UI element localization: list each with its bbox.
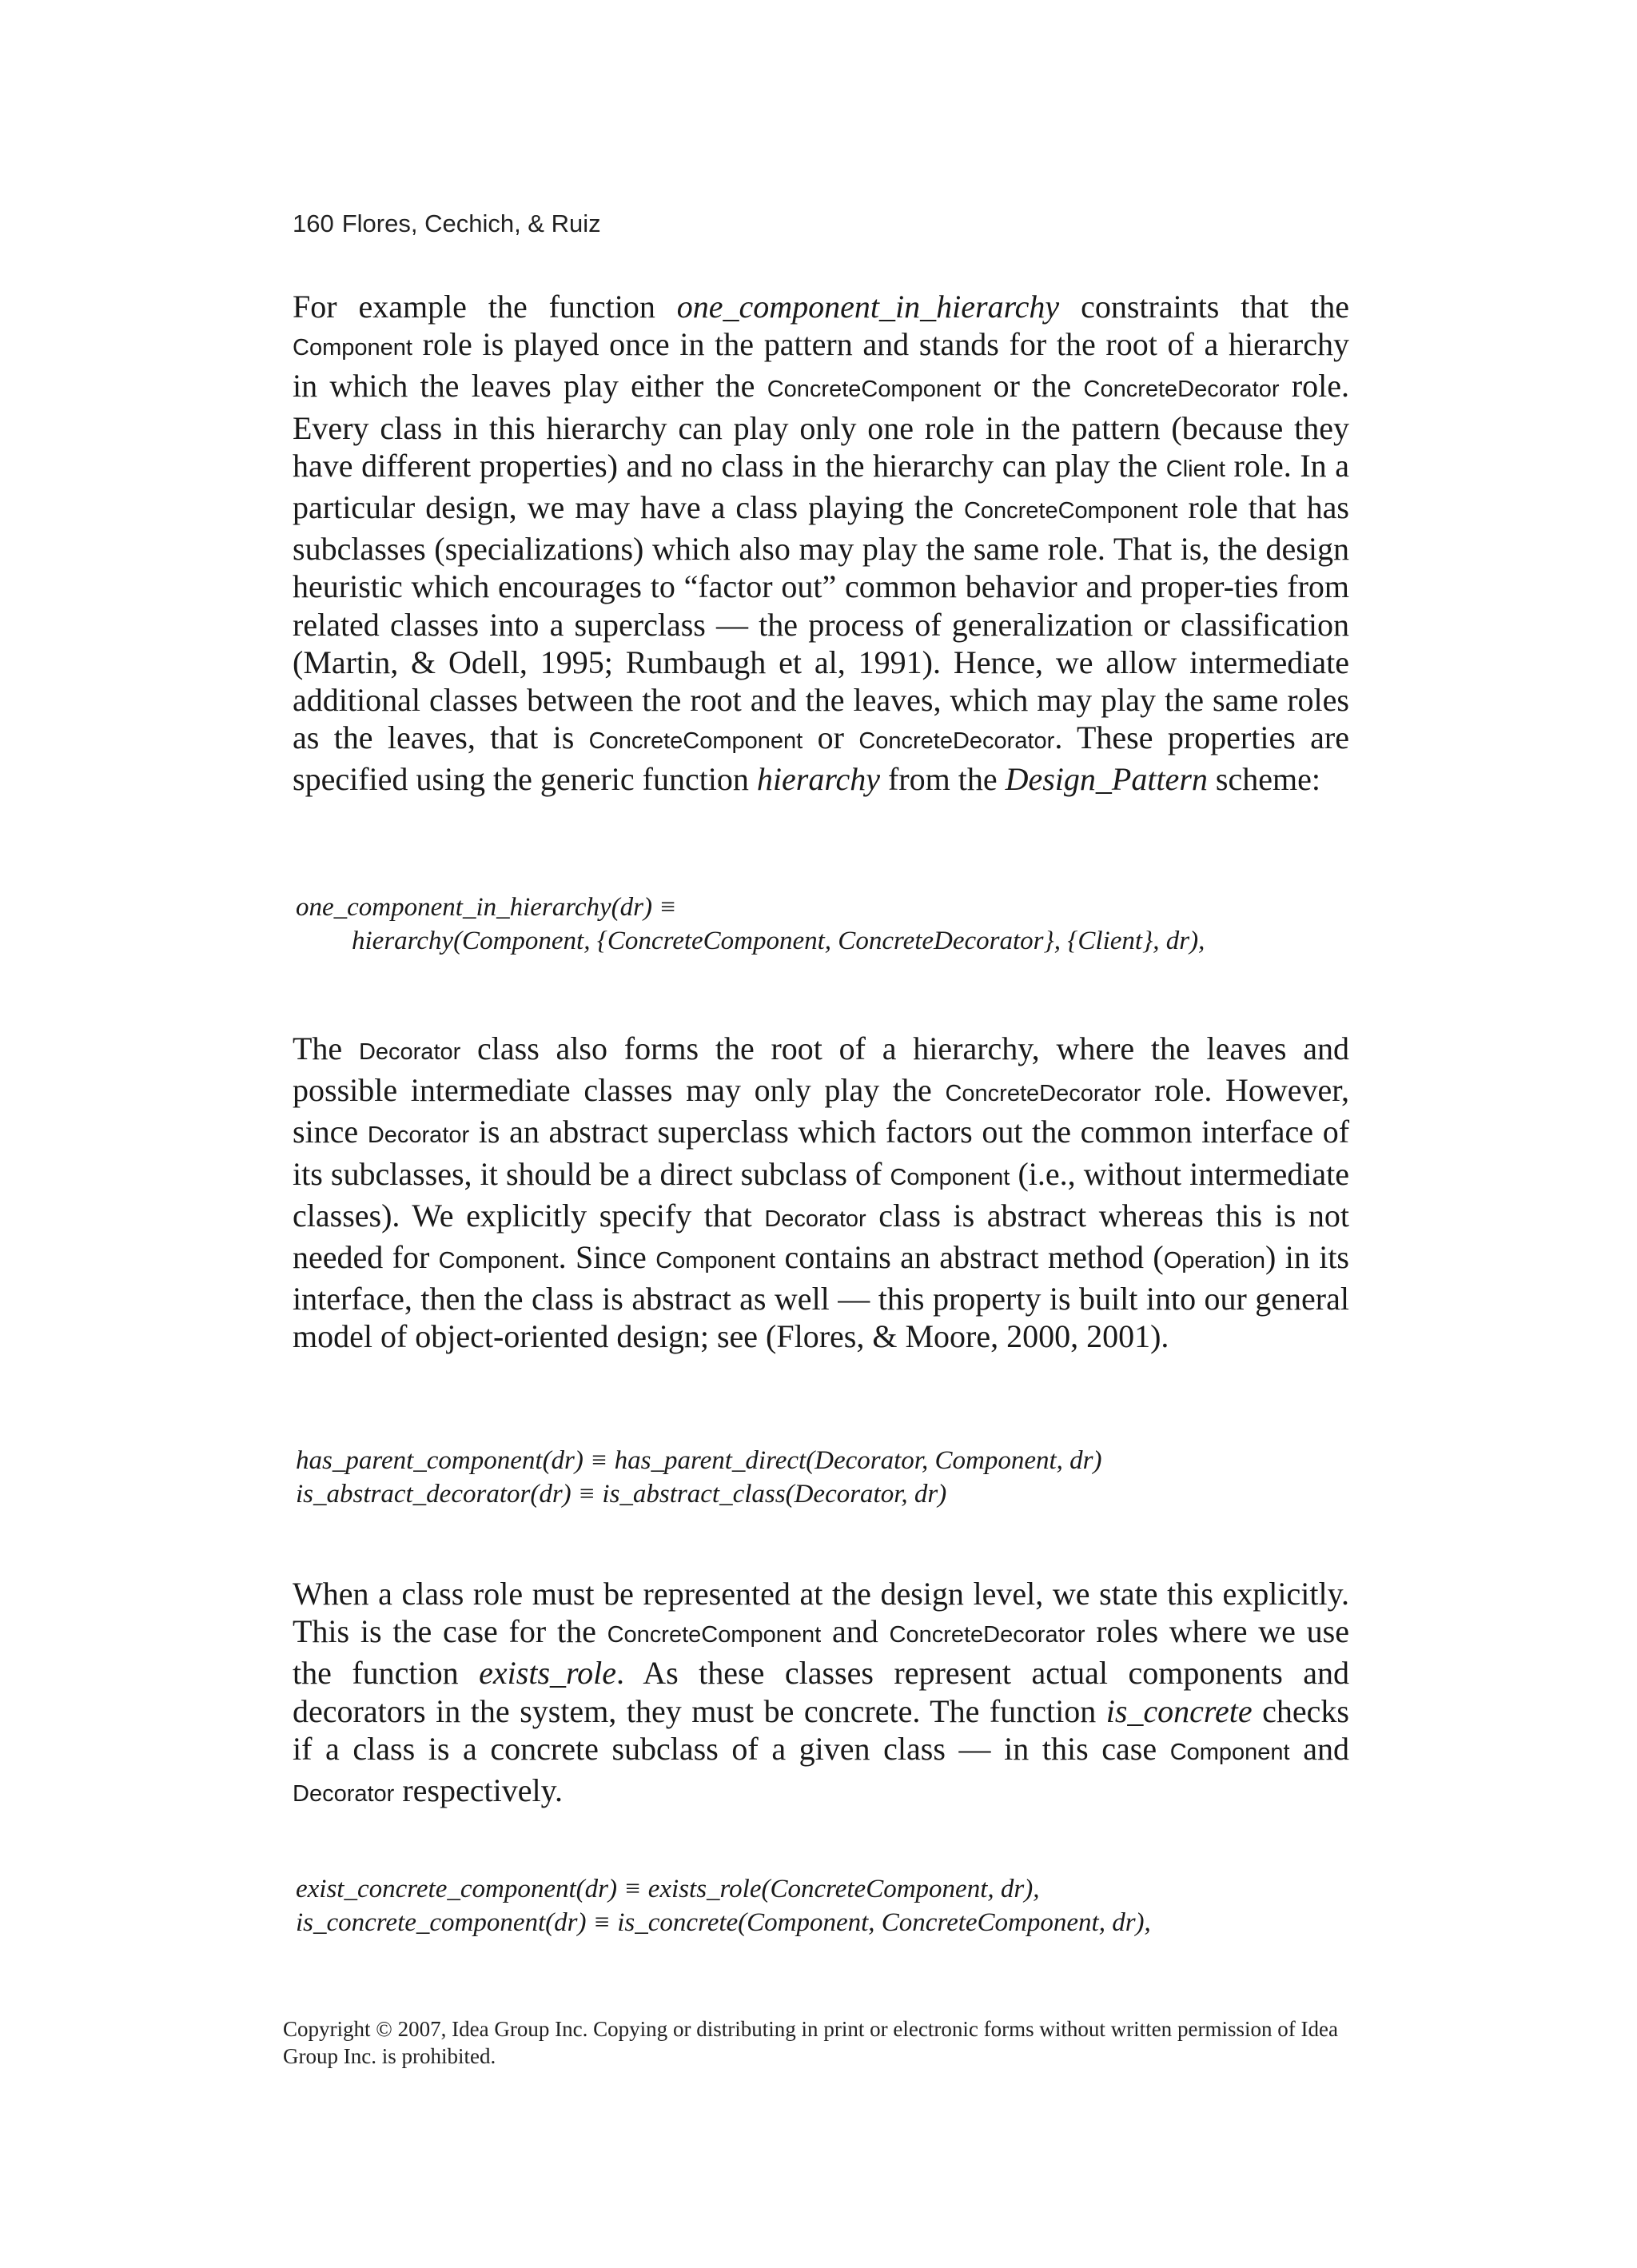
text-run: or xyxy=(803,719,859,756)
role-name: Decorator xyxy=(358,1039,461,1065)
function-name: hierarchy xyxy=(756,761,880,798)
body-paragraph-3 xyxy=(293,1575,1349,1813)
text-run: The xyxy=(293,1030,359,1066)
role-name: Component xyxy=(1169,1739,1290,1765)
text-run: . These properties are specified using the generic function xyxy=(293,719,1349,798)
text-run: scheme: xyxy=(1207,761,1320,798)
text-run: role that has subclasses (specializations) which also may play the same role. That is, the design heuristic which encourages to “factor out” common behavior and proper-ties from related classes into a superclass — the process of generalization or classification (Martin, & Odell, 1995; Rumbaugh et al, 1991). Hence, we allow intermediate additional classes between the root and the leaves, which may play the same roles as the leaves, that is xyxy=(293,489,1349,756)
text-run: (i.e., without intermediate classes). We explicitly specify that xyxy=(293,1155,1349,1234)
formula-block-1 xyxy=(296,891,1205,958)
text-run: ) in its interface, then the class is abstract as well — this property is built into our general model of object-oriented design; see (Flores, & Moore, 2000, 2001). xyxy=(293,1239,1350,1355)
text-run: roles where we use the function xyxy=(293,1613,1349,1692)
formula-block-3 xyxy=(296,1872,1151,1939)
text-run: role. Every class in this hierarchy can play only one role in the pattern (because they have different properties) and no class in the hierarchy can play the xyxy=(293,368,1350,484)
formula-line: one_component_in_hierarchy(dr) ≡ xyxy=(296,893,677,922)
role-name: ConcreteDecorator xyxy=(889,1622,1085,1648)
role-name: ConcreteComponent xyxy=(607,1622,822,1648)
text-run: and xyxy=(1289,1730,1349,1767)
text-run: For example the function xyxy=(293,289,677,325)
text-run: role. In a particular design, we may have a class playing the xyxy=(293,447,1349,526)
text-run: When a class role must be represented at the design level, we state this explicitly. This is the case for the xyxy=(293,1576,1349,1650)
formula-line: has_parent_component(dr) ≡ has_parent_direct(Decorator, Component, dr) xyxy=(296,1446,1102,1475)
body-paragraph-2 xyxy=(293,1030,1349,1356)
text-run: from the xyxy=(879,761,1006,798)
role-name: Decorator xyxy=(293,1781,395,1808)
role-name: Component xyxy=(655,1248,776,1274)
formula-line: is_abstract_decorator(dr) ≡ is_abstract_class(Decorator, dr) xyxy=(296,1480,947,1509)
text-run: constraints that the xyxy=(1059,289,1349,325)
text-run: role. However, since xyxy=(293,1072,1350,1150)
function-name: is_concrete xyxy=(1105,1692,1253,1729)
function-name: one_component_in_hierarchy xyxy=(676,289,1060,325)
role-name: ConcreteComponent xyxy=(767,377,982,403)
role-name: ConcreteDecorator xyxy=(1083,377,1280,403)
text-run: role is played once in the pattern and stands for the root of a hierarchy in which the leaves play either the xyxy=(293,326,1349,405)
text-run: respectively. xyxy=(394,1772,563,1809)
role-name: ConcreteDecorator xyxy=(945,1081,1141,1107)
text-run: class is abstract whereas this is not needed for xyxy=(293,1197,1349,1276)
copyright-notice: Copyright © 2007, Idea Group Inc. Copying or distributing in print or electronic forms without written permission of Idea Group Inc. is prohibited. xyxy=(283,2017,1338,2068)
role-name: Client xyxy=(1165,456,1225,482)
formula-line: hierarchy(Component, {ConcreteComponent, ConcreteDecorator}, {Client}, dr), xyxy=(352,927,1205,955)
function-name: exists_role xyxy=(479,1655,616,1692)
formula-block-2 xyxy=(296,1444,1101,1511)
role-name: Component xyxy=(293,335,412,361)
formula-line: exist_concrete_component(dr) ≡ exists_role(ConcreteComponent, dr), xyxy=(296,1875,1040,1903)
role-name: ConcreteComponent xyxy=(963,498,1178,524)
text-run: . As these classes represent actual components and decorators in the system, they must be concrete. The function xyxy=(293,1655,1349,1729)
text-run: . Since xyxy=(558,1239,656,1276)
text-run: checks if a class is a concrete subclass of a given class — in this case xyxy=(293,1692,1349,1767)
role-name: Component xyxy=(438,1248,559,1274)
formula-line: is_concrete_component(dr) ≡ is_concrete(Component, ConcreteComponent, dr), xyxy=(296,1908,1151,1937)
text-run: class also forms the root of a hierarchy, where the leaves and possible intermediate classes may only play the xyxy=(293,1030,1350,1109)
scheme-name: Design_Pattern xyxy=(1005,761,1208,798)
running-head-authors: Flores, Cechich, & Ruiz xyxy=(341,209,601,237)
body-paragraph-1 xyxy=(293,288,1349,799)
role-name: Decorator xyxy=(764,1206,866,1232)
text-run: and xyxy=(821,1613,890,1650)
page-number: 160 xyxy=(293,209,334,237)
role-name: ConcreteDecorator xyxy=(858,728,1055,755)
role-name: Decorator xyxy=(367,1122,470,1149)
role-name: ConcreteComponent xyxy=(588,728,803,755)
text-run: contains an abstract method ( xyxy=(775,1239,1164,1276)
role-name: Component xyxy=(890,1164,1010,1190)
method-name: Operation xyxy=(1163,1248,1266,1274)
text-run: is an abstract superclass which factors out the common interface of its subclasses, it should be a direct subclass of xyxy=(293,1114,1350,1192)
text-run: or the xyxy=(981,368,1084,405)
running-head xyxy=(293,209,601,238)
